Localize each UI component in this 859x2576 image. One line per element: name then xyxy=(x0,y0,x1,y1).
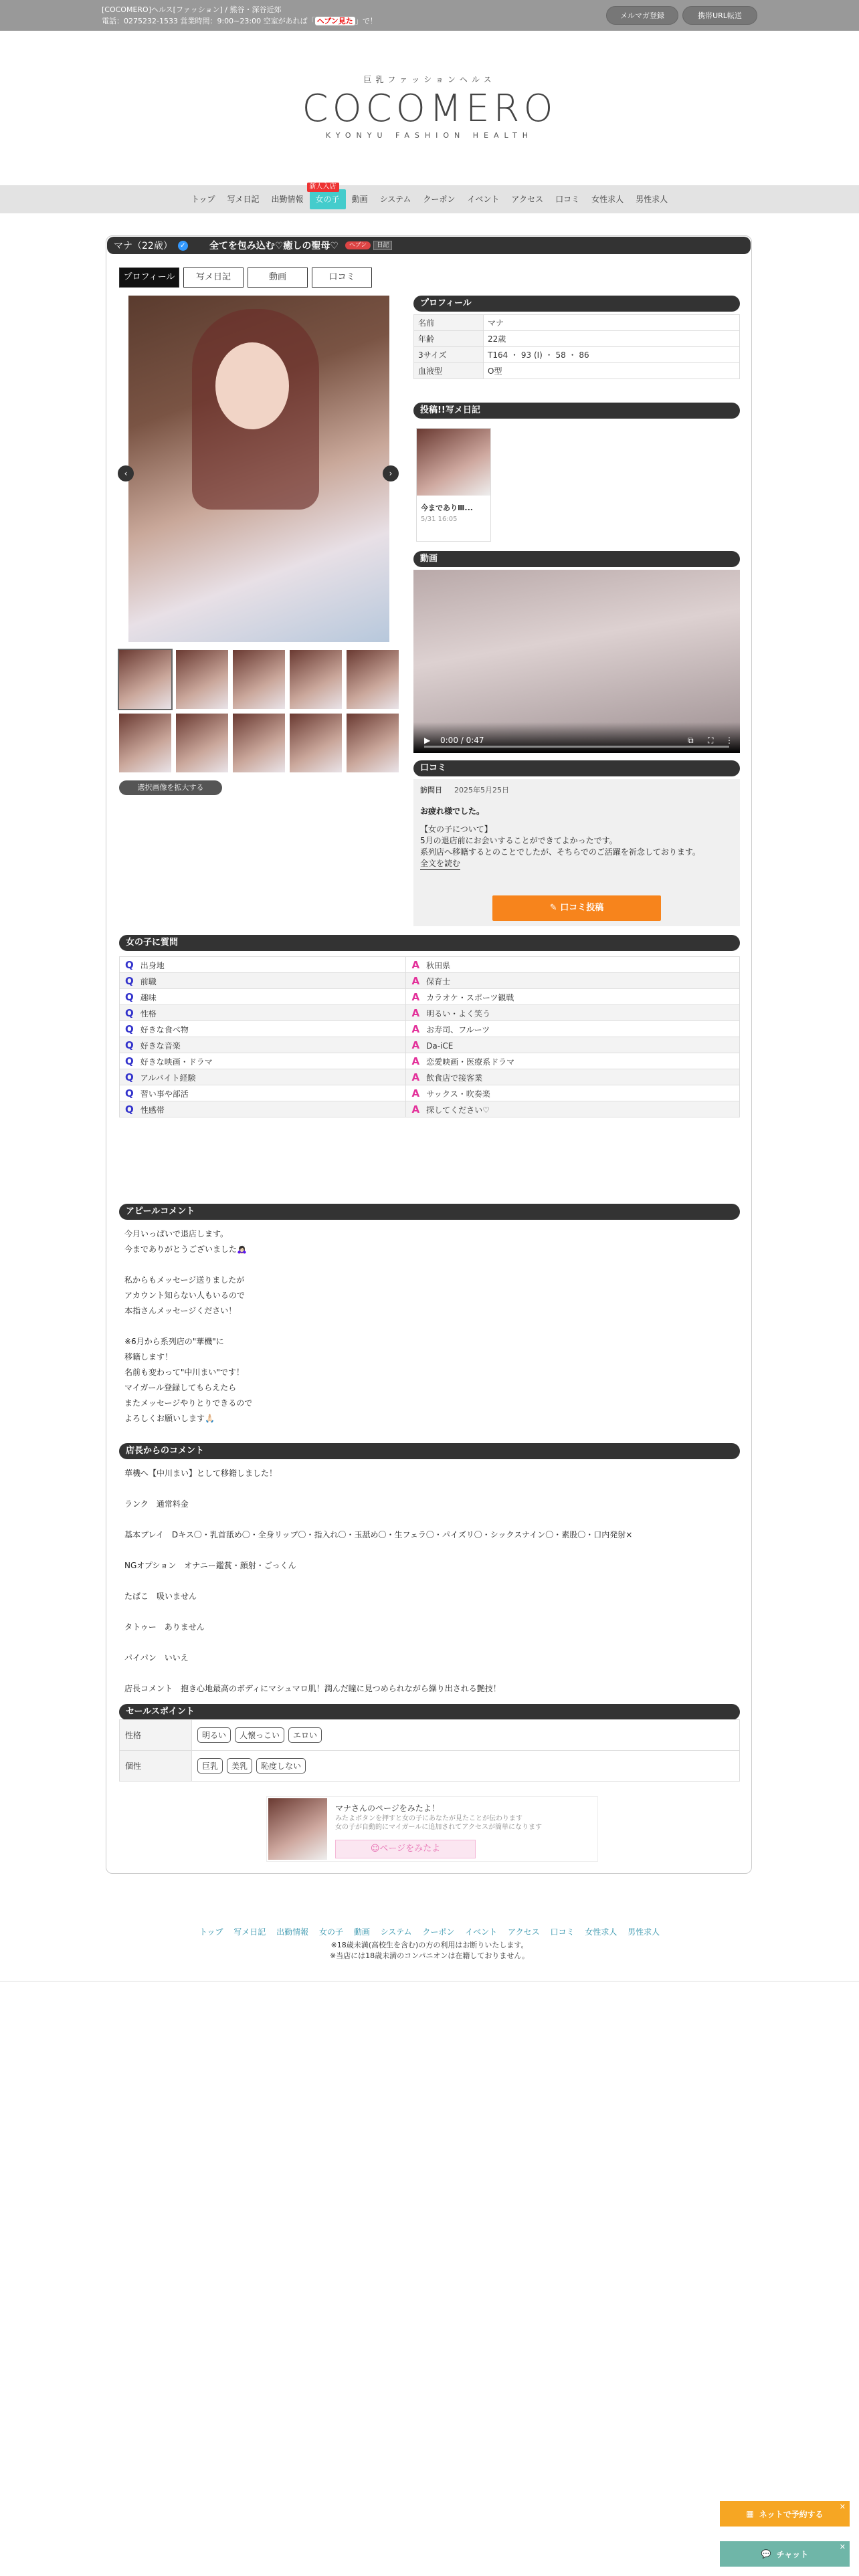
thumbnail[interactable] xyxy=(119,714,171,772)
a-icon: A xyxy=(411,990,420,1003)
pip-icon[interactable]: ⧉ xyxy=(688,736,694,745)
contact-suffix: で！ xyxy=(362,17,377,25)
sales-chip: 恥度しない xyxy=(256,1758,306,1774)
thumbnail[interactable] xyxy=(290,650,342,709)
video-controls xyxy=(413,722,740,753)
nav-girls[interactable] xyxy=(309,183,346,209)
q-icon: Q xyxy=(125,1103,134,1115)
chat-button[interactable] xyxy=(720,2541,850,2567)
table-row xyxy=(120,1069,740,1085)
diary-section-title: 投稿!!写メ日記 xyxy=(413,403,740,419)
answer: 飲食店で接客業 xyxy=(426,1073,483,1083)
a-icon: A xyxy=(411,1039,420,1051)
chat-icon: 💬 xyxy=(761,2549,771,2559)
video-time: 0:00 / 0:47 xyxy=(440,736,484,745)
answer: 探してください♡ xyxy=(426,1105,490,1115)
read-more-link[interactable]: 全文を読む xyxy=(420,858,460,870)
sales-section-title: セールスポイント xyxy=(119,1704,740,1720)
nav-video[interactable]: 動画 xyxy=(351,195,368,204)
video-player[interactable] xyxy=(413,570,740,753)
footer-note-1: ※18歳未満(高校生を含む)の方の利用はお断りいたします。 xyxy=(330,1941,529,1949)
diary-title: 今までありⅢ... xyxy=(421,504,473,512)
footer-nav xyxy=(0,1926,859,1937)
answer: Da-iCE xyxy=(426,1041,454,1051)
tab-diary[interactable]: 写メ日記 xyxy=(183,267,244,288)
profile-value: T164 ・ 93 (I) ・ 58 ・ 86 xyxy=(484,347,740,363)
site-logo[interactable]: COCOMERO xyxy=(302,87,557,130)
answer: 恋愛映画・医療系ドラマ xyxy=(426,1057,515,1067)
nav-system[interactable]: システム xyxy=(379,195,411,204)
verified-icon: ✓ xyxy=(178,241,188,251)
answer: 保育士 xyxy=(426,976,451,986)
review-post-label: 口コミ投稿 xyxy=(560,903,604,913)
sales-chip: 巨乳 xyxy=(197,1758,223,1774)
table-row xyxy=(414,331,740,347)
a-icon: A xyxy=(411,1087,420,1099)
profile-value: 22歳 xyxy=(484,331,740,347)
question: 習い事や部活 xyxy=(140,1089,189,1099)
calendar-icon: ▦ xyxy=(746,2509,754,2518)
top-info-bar xyxy=(0,0,859,31)
q-icon: Q xyxy=(125,1071,134,1083)
review-date-value: 2025年5月25日 xyxy=(454,786,509,794)
sales-chip: エロい xyxy=(288,1727,322,1743)
a-icon: A xyxy=(411,1071,420,1083)
appeal-section-title: アピールコメント xyxy=(119,1204,740,1220)
footer-link[interactable]: 女性求人 xyxy=(585,1927,617,1937)
q-icon: Q xyxy=(125,1087,134,1099)
review-date xyxy=(420,784,509,795)
nav-event[interactable]: イベント xyxy=(467,195,500,204)
mypage-box xyxy=(266,1796,598,1862)
profile-value: O型 xyxy=(484,363,740,379)
video-progress[interactable] xyxy=(424,746,729,748)
photo-thumbnails xyxy=(119,650,399,772)
prev-arrow-icon[interactable]: ‹ xyxy=(118,465,134,481)
nav-diary[interactable]: 写メ日記 xyxy=(227,195,260,204)
thumbnail[interactable] xyxy=(176,714,228,772)
footer-link[interactable]: 男性求人 xyxy=(628,1927,660,1937)
q-icon: Q xyxy=(125,958,134,971)
footer-link[interactable]: 動画 xyxy=(353,1927,370,1937)
question: 好きな音楽 xyxy=(140,1041,181,1051)
mita-button[interactable] xyxy=(335,1840,476,1858)
answer: 明るい・よく笑う xyxy=(426,1008,491,1018)
review-date-label: 訪問日 xyxy=(420,786,442,794)
main-photo[interactable] xyxy=(128,296,389,642)
play-icon[interactable]: ▶ xyxy=(424,736,431,745)
footer-link[interactable]: 口コミ xyxy=(550,1927,575,1937)
sales-chip: 明るい xyxy=(197,1727,231,1743)
question: 出身地 xyxy=(140,960,165,970)
mailmag-button[interactable]: メルマガ登録 xyxy=(606,6,678,25)
sales-chip: 人懐っこい xyxy=(235,1727,284,1743)
question: 性感帯 xyxy=(140,1105,165,1115)
a-icon: A xyxy=(411,1055,420,1067)
sales-key: 個性 xyxy=(120,1751,192,1782)
table-row xyxy=(120,1053,740,1069)
table-row xyxy=(120,973,740,989)
q-icon: Q xyxy=(125,974,134,987)
footer-link[interactable]: システム xyxy=(380,1927,412,1937)
tab-review[interactable]: 口コミ xyxy=(312,267,372,288)
thumbnail[interactable] xyxy=(119,650,171,709)
girl-name: マナ（22歳） xyxy=(114,241,173,251)
profile-key: 3サイズ xyxy=(414,347,484,363)
review-headline: お疲れ様でした。 xyxy=(420,807,485,816)
sales-chip: 美乳 xyxy=(227,1758,252,1774)
q-icon: Q xyxy=(125,1039,134,1051)
diary-date: 5/31 16:05 xyxy=(421,516,458,523)
footer-link[interactable]: クーポン xyxy=(422,1927,455,1937)
profile-key: 年齢 xyxy=(414,331,484,347)
diary-card[interactable] xyxy=(416,428,491,542)
contact-text: 電話：0275232-1533 営業時間：9:00~23:00 空室があれば xyxy=(102,17,308,25)
photo-face xyxy=(215,342,289,429)
a-icon: A xyxy=(411,1023,420,1035)
q-icon: Q xyxy=(125,1023,134,1035)
diary-image xyxy=(417,429,490,496)
a-icon: A xyxy=(411,974,420,987)
table-row xyxy=(120,1720,740,1751)
question: 好きな食べ物 xyxy=(140,1025,189,1035)
enlarge-button[interactable]: 選択画像を拡大する xyxy=(119,780,222,795)
fullscreen-icon[interactable]: ⛶ xyxy=(708,736,714,745)
video-section-title: 動画 xyxy=(413,551,740,567)
q-icon: Q xyxy=(125,990,134,1003)
sales-key: 性格 xyxy=(120,1720,192,1751)
profile-key: 血液型 xyxy=(414,363,484,379)
footer-link[interactable]: アクセス xyxy=(508,1927,540,1937)
review-section-title: 口コミ xyxy=(413,760,740,776)
profile-tabs xyxy=(119,267,372,288)
thumbnail[interactable] xyxy=(347,650,399,709)
sales-table xyxy=(119,1719,740,1782)
tab-video[interactable]: 動画 xyxy=(248,267,308,288)
mypage-title: マナさんのページをみたよ！ xyxy=(335,1804,440,1813)
table-row xyxy=(120,1101,740,1117)
question: 前職 xyxy=(140,976,157,986)
thumbnail[interactable] xyxy=(347,714,399,772)
qa-table xyxy=(119,956,740,1117)
catch-copy: 全てを包み込む♡癒しの聖母♡ xyxy=(209,241,339,251)
logo-tagline: KYONYU FASHION HEALTH xyxy=(325,131,534,140)
answer: カラオケ・スポーツ観戦 xyxy=(426,992,514,1002)
mobile-url-button[interactable]: 携帯URL転送 xyxy=(682,6,757,25)
chat-label: チャット xyxy=(776,2549,809,2559)
footer-link[interactable]: 写メ日記 xyxy=(233,1927,266,1937)
tab-profile[interactable]: プロフィール xyxy=(119,267,179,288)
profile-key: 名前 xyxy=(414,315,484,331)
profile-value: マナ xyxy=(484,315,740,331)
heaven-highlight: ヘブン見た xyxy=(315,17,355,25)
a-icon: A xyxy=(411,1103,420,1115)
next-arrow-icon[interactable]: › xyxy=(383,465,399,481)
table-row xyxy=(120,1085,740,1101)
net-reserve-button[interactable] xyxy=(720,2501,850,2527)
table-row xyxy=(120,989,740,1005)
footer-link[interactable]: トップ xyxy=(199,1927,223,1937)
a-icon: A xyxy=(411,958,420,971)
answer: サックス・吹奏楽 xyxy=(426,1089,490,1099)
appeal-text: 今月いっぱいで退店します。 今までありがとうございました🙇🏻‍♀️ 私からもメッセージ送りましたが アカウント知らない人もいるので 本指さんメッセージください！ ※6月から系列店の"華機"に 移籍します！ 名前も変わって"中川まい"です！ マイガール登録してもらえたら またメッセージやりとりできるので よろしくお願いします🙏🏻 xyxy=(124,1229,253,1423)
footer-note-2: ※当店には18歳未満のコンパニオンは在籍しておりません。 xyxy=(329,1951,530,1960)
nav-male-recruit[interactable]: 男性求人 xyxy=(636,195,668,204)
thumbnail[interactable] xyxy=(176,650,228,709)
nav-top[interactable]: トップ xyxy=(191,195,215,204)
question: 好きな映画・ドラマ xyxy=(140,1057,213,1067)
heaven-badge: ヘブン xyxy=(345,241,371,249)
thumbnail[interactable] xyxy=(290,714,342,772)
a-icon: A xyxy=(411,1006,420,1019)
table-row xyxy=(120,1751,740,1782)
footer-link[interactable]: 出勤情報 xyxy=(276,1927,309,1937)
nav-review[interactable]: 口コミ xyxy=(555,195,580,204)
thumbnail[interactable] xyxy=(233,714,285,772)
answer: お寿司、フルーツ xyxy=(426,1025,490,1035)
nav-schedule[interactable]: 出勤情報 xyxy=(271,195,304,204)
q-icon: Q xyxy=(125,1006,134,1019)
profile-section-title: プロフィール xyxy=(413,296,740,312)
profile-table xyxy=(413,314,740,379)
answer: 秋田県 xyxy=(426,960,451,970)
qa-section-title: 女の子に質問 xyxy=(119,935,740,951)
diary-badge: 日記 xyxy=(373,241,392,250)
question: 趣味 xyxy=(140,992,157,1002)
q-icon: Q xyxy=(125,1055,134,1067)
nav-coupon[interactable]: クーポン xyxy=(423,195,456,204)
avatar xyxy=(268,1798,327,1860)
more-icon[interactable]: ⋮ xyxy=(725,736,733,745)
close-icon[interactable]: ✕ xyxy=(839,2543,846,2551)
table-row xyxy=(414,363,740,379)
footer-link[interactable]: イベント xyxy=(465,1927,498,1937)
manager-text: 華機へ【中川まい】として移籍しました！ ランク 通常料金 基本プレイ Dキス〇・乳首舐め〇・全身リップ〇・指入れ〇・玉舐め〇・生フェラ〇・パイズリ〇・シックスナイン〇・素股〇・口内発射× NGオプション オナニー鑑賞・顔射・ごっくん たばこ 吸いません タトゥー ありません パイパン いいえ 店長コメント 抱き心地最高のボディにマシュマロ肌！潤んだ瞳に見つめられながら繰り出される艶技！ xyxy=(124,1469,633,1693)
nav-girls-label: 女の子 xyxy=(315,195,340,204)
table-row xyxy=(120,1005,740,1021)
logo-subtitle: 巨乳ファッションヘルス xyxy=(363,75,496,84)
nav-access[interactable]: アクセス xyxy=(511,195,544,204)
shop-summary: [COCOMERO]ヘルス[ファッション] / 熊谷・深谷近郊 xyxy=(102,5,282,14)
table-row xyxy=(120,1021,740,1037)
main-nav xyxy=(0,185,859,213)
pencil-icon: ✎ xyxy=(549,903,561,913)
mypage-desc: みたよボタンを押すと女の子にあなたが見たことが伝わります 女の子が自動的にマイガールに追加されてアクセスが簡単になります xyxy=(335,1815,542,1831)
smile-icon: ☺ xyxy=(370,1844,380,1854)
shop-contact: 電話：0275232-1533 営業時間：9:00~23:00 空室があれば「 ヘブン見た 」で！ xyxy=(102,17,377,25)
table-row xyxy=(414,347,740,363)
question: アルバイト経験 xyxy=(140,1073,196,1083)
manager-section-title: 店長からのコメント xyxy=(119,1443,740,1459)
table-row xyxy=(120,957,740,973)
question: 性格 xyxy=(140,1008,157,1018)
thumbnail[interactable] xyxy=(233,650,285,709)
review-body xyxy=(420,806,735,870)
new-badge: 新人入店 xyxy=(307,183,339,192)
review-text: 【女の子について】 5月の退店前にお会いすることができてよかったです。 系列店へ移籍するとのことでしたが、そちらでのご活躍を祈念しております。 xyxy=(420,825,700,857)
nav-female-recruit[interactable]: 女性求人 xyxy=(591,195,624,204)
net-reserve-label: ネットで予約する xyxy=(759,2509,824,2519)
table-row xyxy=(414,315,740,331)
review-post-button[interactable] xyxy=(492,895,661,921)
footer-link[interactable]: 女の子 xyxy=(318,1927,343,1937)
mita-button-label: ページをみたよ xyxy=(379,1844,441,1854)
close-icon[interactable]: ✕ xyxy=(839,2502,846,2511)
profile-title-bar xyxy=(107,237,751,254)
table-row xyxy=(120,1037,740,1053)
